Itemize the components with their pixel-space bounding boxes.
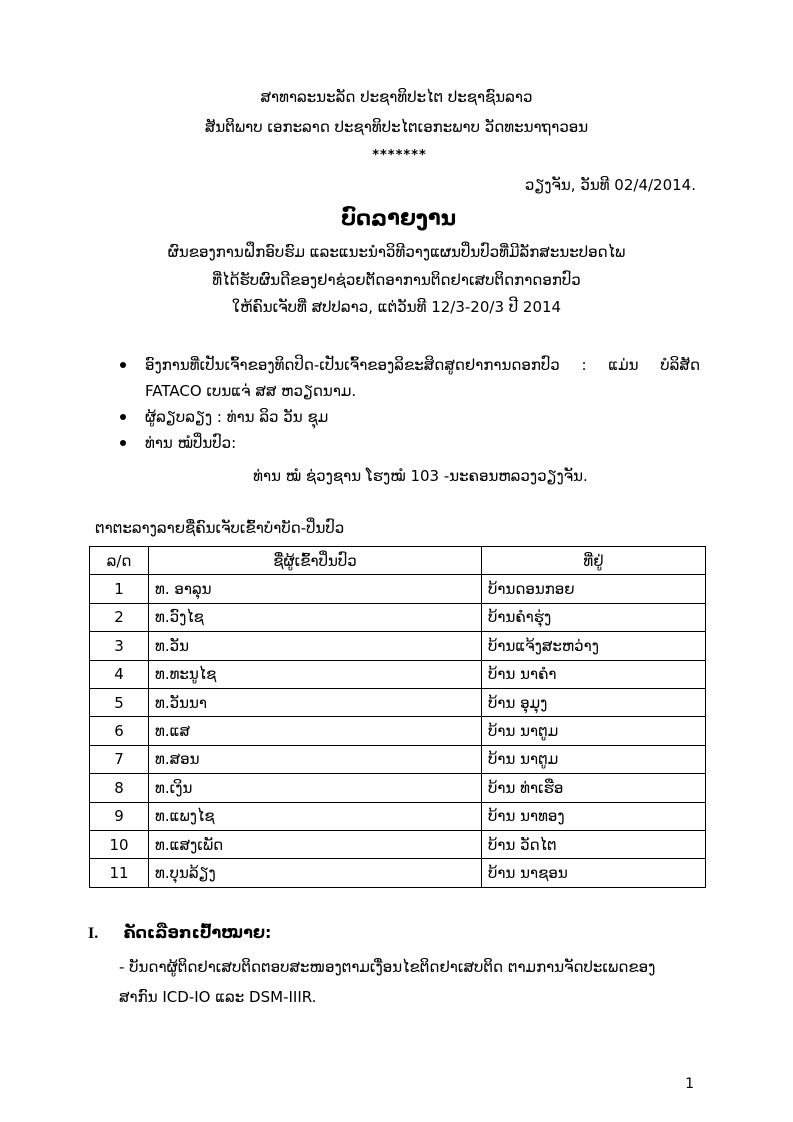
bullet-item-doctor: [118, 430, 700, 456]
row-address: ບ້ານຄຳຮຸ່ງ: [482, 603, 706, 631]
row-name: ທ.ວົງໄຊ: [149, 603, 482, 631]
table-row: [90, 774, 706, 802]
patient-table: [89, 546, 706, 888]
row-name: ທ.ເງິນ: [149, 774, 482, 802]
row-number: 4: [90, 660, 149, 688]
section-heading: [88, 923, 271, 943]
bullet-owner-line-2: FATACO ເບນແຈ່ ສສ ຫວຽດນາມ.: [145, 382, 357, 400]
info-bullet-list: [118, 352, 700, 456]
header-cell-name: ຊື່ຜູ້ເຂົ້າປິ່ນປົວ: [149, 547, 482, 575]
row-number: 5: [90, 688, 149, 716]
row-address: ບ້ານ ນາທອງ: [482, 802, 706, 830]
row-number: 1: [90, 575, 149, 603]
row-number: 6: [90, 717, 149, 745]
bullet-item-compiler: [118, 404, 700, 430]
page-number: 1: [685, 1076, 694, 1092]
row-number: 10: [90, 830, 149, 858]
row-number: 7: [90, 745, 149, 773]
table-row: [90, 802, 706, 830]
header-cell-address: ທີ່ຢູ່: [482, 547, 706, 575]
table-row: [90, 830, 706, 858]
table-row: [90, 660, 706, 688]
row-name: ທ.ແພງໄຊ: [149, 802, 482, 830]
table-row: [90, 745, 706, 773]
row-address: ບ້ານດອນກອຍ: [482, 575, 706, 603]
table-row: [90, 717, 706, 745]
row-number: 3: [90, 632, 149, 660]
row-number: 9: [90, 802, 149, 830]
row-address: ບ້ານແຈ້ງສະຫວ່າງ: [482, 632, 706, 660]
bullet-dot-icon: [120, 414, 126, 420]
table-row: [90, 603, 706, 631]
subtitle-line-2: ທີ່ໄດ້ຮັບຜົນດີຂອງຢາຊ່ວຍຕັດອາການຕິດຢາເສບຕິດກາດອກປົວ: [212, 271, 581, 289]
bullet-owner-line-1: ອົງການທີ່ເປັນເຈົ້າຂອງທິດປິດ-ເປັນເຈົ້າຂອງລິຂະສິດສູດຢາການດອກປົວ : ແມ່ນ ບໍລິສັດ: [145, 356, 700, 374]
document-title: ບົດລາຍງານ: [340, 206, 457, 230]
section-body-line-2: ສາກົນ ICD-IO ແລະ DSM-IIIR.: [119, 988, 317, 1006]
header-stars: *******: [372, 148, 427, 163]
table-row: [90, 632, 706, 660]
subtitle-line-3: ໃຫ້ຄົນເຈັບທີ່ ສປປລາວ, ແຕ່ວັນທີ 12/3-20/3 ປີ 2014: [231, 298, 562, 316]
row-address: ບ້ານ ທ່າເຮືອ: [482, 774, 706, 802]
header-cell-number: ລ/ດ: [90, 547, 149, 575]
section-roman-numeral: I.: [88, 925, 99, 942]
bullet-dot-icon: [120, 440, 126, 446]
row-name: ທ. ອາລຸນ: [149, 575, 482, 603]
table-header-row: [90, 547, 706, 575]
table-body: [90, 575, 706, 887]
bullet-item-owner: [118, 352, 700, 404]
bullet-dot-icon: [120, 362, 126, 368]
row-number: 8: [90, 774, 149, 802]
row-number: 2: [90, 603, 149, 631]
row-number: 11: [90, 859, 149, 887]
table-row: [90, 575, 706, 603]
row-address: ບ້ານ ນາຕູມ: [482, 745, 706, 773]
row-name: ທ.ບຸນລ້ຽງ: [149, 859, 482, 887]
table-row: [90, 859, 706, 887]
section-body-line-1: - ບັນດາຜູ້ຕິດຢາເສບຕິດຕອບສະໜອງຕາມເງື່ອນໄຂຕິດຢາເສບຕິດ ຕາມການຈັດປະເພດຂອງ: [119, 958, 656, 976]
table-row: [90, 688, 706, 716]
row-address: ບ້ານ ນາຄຳ: [482, 660, 706, 688]
section-body: [119, 952, 704, 1012]
header-republic-line: ສາທາລະນະລັດ ປະຊາທິປະໄຕ ປະຊາຊົນລາວ: [260, 88, 533, 106]
row-name: ທ.ວັນ: [149, 632, 482, 660]
doctor-line: ທ່ານ ໝໍ ຊ່ວງຊານ ໂຮງໝໍ 103 -ນະຄອນຫລວງວຽງຈັນ.: [253, 467, 588, 485]
row-address: ບ້ານ ອຸມຸງ: [482, 688, 706, 716]
header-motto-line: ສັນຕິພາບ ເອກະລາດ ປະຊາທິປະໄຕເອກະພາບ ວັດທະນາຖາວອນ: [204, 118, 589, 136]
row-name: ທ.ແສງເພັດ: [149, 830, 482, 858]
row-name: ທ.ທະນູໄຊ: [149, 660, 482, 688]
bullet-doctor-text: ທ່ານ ໝໍປິ່ນປົວ:: [145, 434, 237, 452]
row-address: ບ້ານ ນາຊອນ: [482, 859, 706, 887]
section-heading-text: ຄັດເລືອກເປົ້າໝາຍ:: [123, 923, 272, 942]
subtitle-line-1: ຜົນຂອງການຝຶກອົບຮົມ ແລະແນະນຳວິທີວາງແຜນປິ່ນປົວທີ່ມີລັກສະນະປອດໄພ: [167, 243, 626, 261]
table-caption: ຕາຕະລາງລາຍຊື່ຄົນເຈັບເຂົ້າບຳບັດ-ປິ່ນປົວ: [95, 519, 345, 537]
row-name: ທ.ວັນນາ: [149, 688, 482, 716]
row-name: ທ.ສອນ: [149, 745, 482, 773]
date-line: ວຽງຈັນ, ວັນທີ 02/4/2014.: [524, 176, 696, 194]
row-address: ບ້ານ ນາຕູມ: [482, 717, 706, 745]
row-name: ທ.ແສ: [149, 717, 482, 745]
row-address: ບ້ານ ວັດໄຕ: [482, 830, 706, 858]
bullet-compiler-text: ຜູ້ລຽບລຽງ : ທ່ານ ລິວ ວັນ ຊຸມ: [145, 408, 329, 426]
